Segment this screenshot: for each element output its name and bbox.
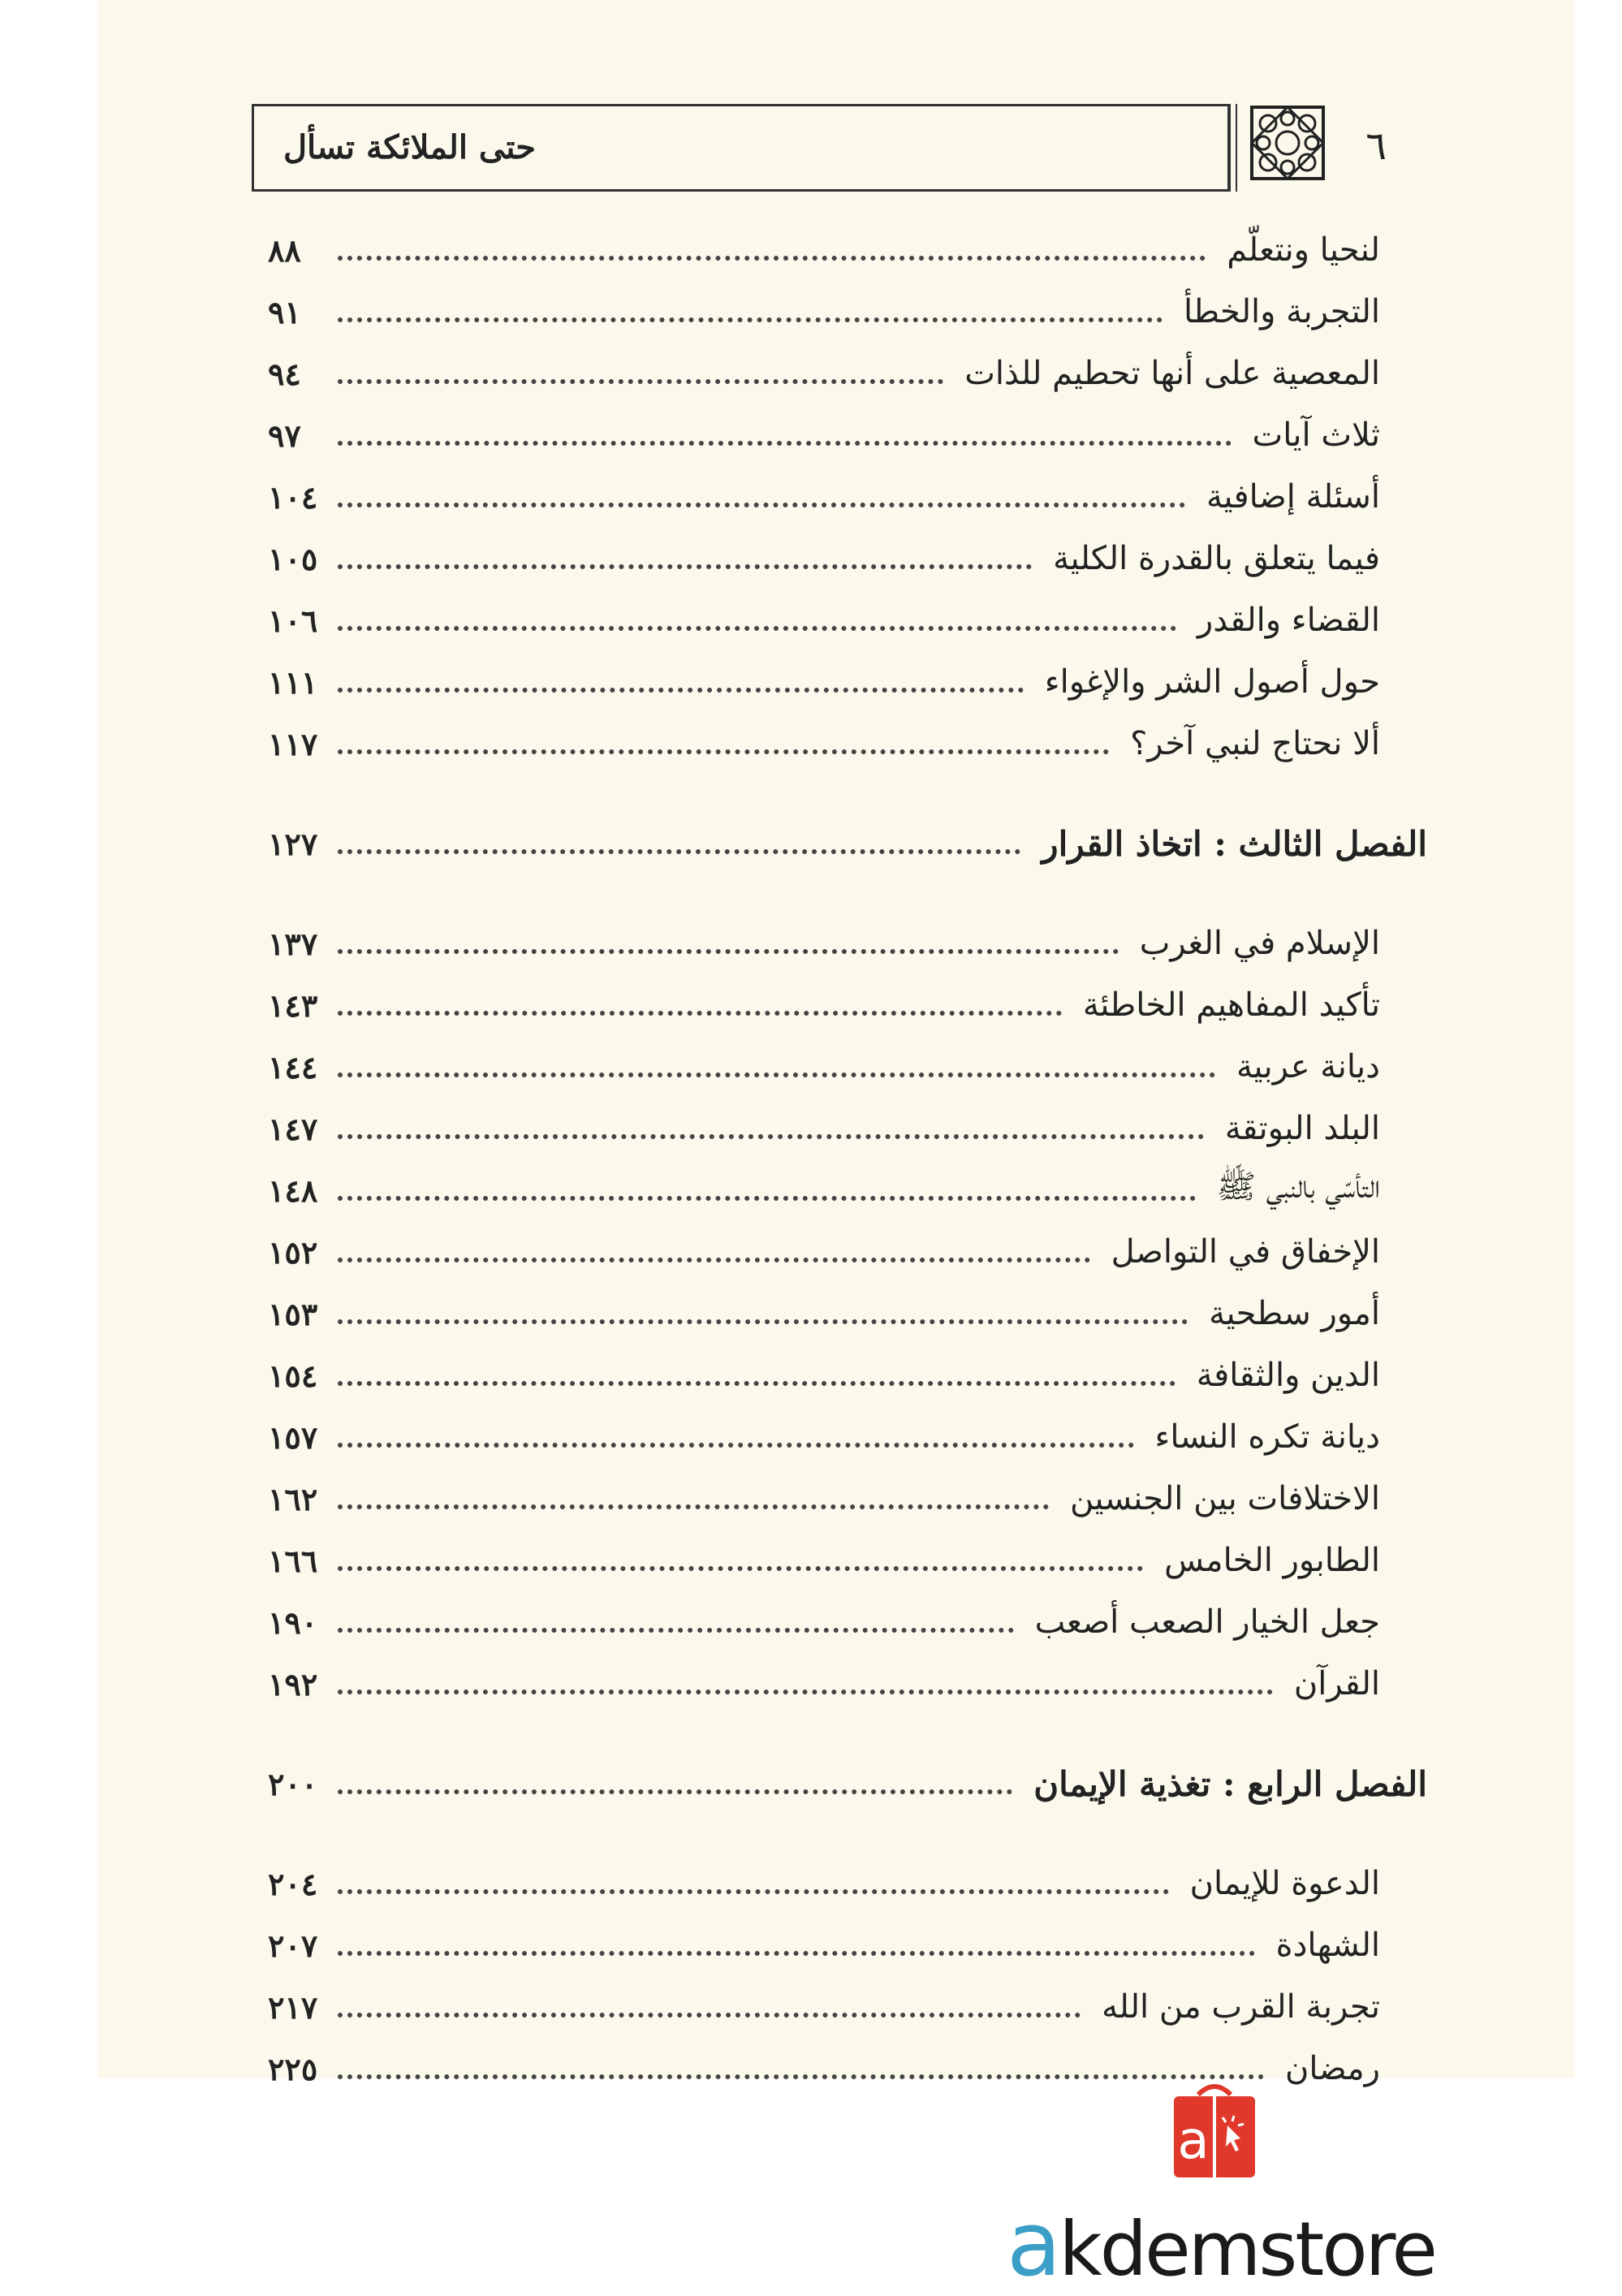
toc-entry-title: لنحيا ونتعلّم (1227, 231, 1380, 269)
toc-entry-title: الدين والثقافة (1196, 1357, 1380, 1394)
toc-row (268, 589, 1380, 651)
toc-entry-page: ١٠٦ (268, 602, 318, 639)
dot-leader (338, 441, 1232, 446)
toc-row (268, 1344, 1380, 1406)
toc-entry-page: ٨٨ (268, 231, 301, 269)
toc-entry-page: ١١٧ (268, 725, 318, 762)
toc-entry-page: ١٦٦ (268, 1542, 318, 1579)
toc-row (268, 1159, 1380, 1221)
toc-entry-title: ثلاث آيات (1252, 416, 1380, 454)
toc-entry-page: ٢٠٧ (268, 1927, 318, 1964)
toc-row (268, 1221, 1380, 1283)
toc-entry-title: الإخفاق في التواصل (1111, 1233, 1380, 1271)
toc-row (268, 404, 1380, 466)
toc-entry-page: ٢٢٥ (268, 2050, 318, 2087)
dot-leader (338, 379, 943, 384)
dot-leader (338, 1951, 1255, 1956)
dot-leader (338, 317, 1163, 322)
toc-entry-page: ١١١ (268, 663, 318, 701)
dot-leader (338, 1443, 1134, 1448)
toc-row (268, 1098, 1380, 1159)
dot-leader (338, 1381, 1176, 1386)
toc-row (268, 1530, 1380, 1591)
toc-entry-title: الاختلافات بين الجنسين (1069, 1480, 1380, 1517)
toc-row (268, 343, 1380, 404)
running-title: حتى الملائكة تسأل (283, 128, 536, 166)
toc-entry-title: الفصل الرابع : تغذية الإيمان (1033, 1763, 1427, 1804)
toc-entry-page: ٢١٧ (268, 1988, 318, 2026)
toc-entry-page: ١٣٧ (268, 925, 318, 962)
toc-entry-page: ١٠٤ (268, 478, 318, 516)
dot-leader (338, 1319, 1188, 1324)
page-number: ٦ (1365, 123, 1387, 169)
toc-entry-page: ١٥٢ (268, 1233, 318, 1271)
dot-leader (338, 2013, 1081, 2018)
toc-entry-page: ١٠٥ (268, 540, 318, 577)
toc-entry-title: ديانة تكره النساء (1154, 1418, 1380, 1456)
toc-entry-title: القرآن (1293, 1665, 1380, 1703)
dot-leader (338, 849, 1020, 854)
toc-entry-title: أسئلة إضافية (1206, 478, 1380, 516)
toc-entry-page: ١٤٧ (268, 1110, 318, 1147)
toc-entry-title: تأكيد المفاهيم الخاطئة (1082, 986, 1380, 1024)
toc-row (268, 651, 1380, 713)
dot-leader (338, 1889, 1169, 1894)
dot-leader (338, 1690, 1273, 1694)
toc-entry-page: ١٤٨ (268, 1172, 318, 1209)
toc-entry-title: الطابور الخامس (1164, 1542, 1380, 1579)
toc-row (268, 1406, 1380, 1468)
toc-entry-title: حول أصول الشر والإغواء (1044, 663, 1380, 701)
dot-leader (338, 2074, 1264, 2079)
toc-entry-title: ديانة عربية (1236, 1048, 1380, 1085)
toc-row (268, 1853, 1380, 1914)
toc-row (268, 1591, 1380, 1653)
toc-entry-page: ١٢٧ (268, 825, 318, 862)
dot-leader (338, 1789, 1012, 1794)
toc-entry-title: التجربة والخطأ (1184, 293, 1380, 330)
toc-entry-title: جعل الخيار الصعب أصعب (1034, 1603, 1380, 1641)
toc-row (268, 528, 1380, 589)
toc-entry-title: البلد البوتقة (1224, 1110, 1380, 1147)
ornament-icon (1249, 104, 1327, 182)
toc-entry-title: فيما يتعلق بالقدرة الكلية (1053, 540, 1380, 577)
toc-entry-page: ١٥٣ (268, 1295, 318, 1332)
toc-entry-page: ٢٠٤ (268, 1865, 318, 1902)
toc-entry-page: ١٥٤ (268, 1357, 318, 1394)
toc-entry-title: المعصية على أنها تحطيم للذات (964, 355, 1380, 392)
dot-leader (338, 688, 1024, 693)
table-of-contents (268, 219, 1427, 2100)
page-header (0, 0, 1622, 195)
toc-row (268, 466, 1380, 528)
logo-icon-letter: a (1177, 2111, 1210, 2171)
toc-row (268, 281, 1380, 343)
bookstore-logo-icon (1166, 2078, 1263, 2184)
toc-entry-page: ١٩٠ (268, 1603, 318, 1641)
toc-entry-title: تجربة القرب من الله (1102, 1988, 1380, 2026)
toc-entry-page: ٢٠٠ (268, 1765, 318, 1802)
toc-entry-title: الفصل الثالث : اتخاذ القرار (1042, 823, 1427, 864)
dot-leader (338, 1504, 1049, 1509)
logo-text-rest: kdemstore (1059, 2206, 1436, 2293)
toc-entry-title: الدعوة للإيمان (1189, 1865, 1380, 1902)
dot-leader (338, 1258, 1090, 1262)
toc-row (268, 219, 1380, 281)
toc-row (268, 1036, 1380, 1098)
toc-row (268, 1468, 1380, 1530)
toc-entry-title: القضاء والقدر (1197, 602, 1380, 639)
toc-entry-title: الإسلام في الغرب (1139, 925, 1380, 962)
toc-entry-page: ٩١ (268, 293, 301, 330)
toc-chapter-row (268, 1736, 1427, 1832)
toc-row (268, 913, 1380, 974)
toc-entry-title: الشهادة (1275, 1927, 1380, 1964)
toc-row (268, 713, 1380, 775)
dot-leader (338, 1011, 1062, 1016)
toc-entry-page: ١٥٧ (268, 1418, 318, 1456)
toc-entry-title: ألا نحتاج لنبي آخر؟ (1130, 725, 1380, 762)
dot-leader (338, 626, 1176, 631)
dot-leader (338, 503, 1185, 507)
toc-row (268, 1976, 1380, 2038)
toc-entry-title: رمضان (1285, 2050, 1380, 2087)
dot-leader (338, 749, 1109, 754)
header-divider (1236, 104, 1237, 192)
logo-text-accent: a (1007, 2192, 1059, 2296)
dot-leader (338, 1134, 1204, 1139)
dot-leader (338, 256, 1206, 261)
toc-entry-page: ٩٤ (268, 355, 301, 392)
dot-leader (338, 1072, 1215, 1077)
dot-leader (338, 1566, 1143, 1571)
toc-row (268, 974, 1380, 1036)
toc-row (268, 1653, 1380, 1715)
toc-entry-page: ٩٧ (268, 416, 301, 454)
header-divider (1227, 104, 1231, 192)
toc-entry-page: ١٤٣ (268, 986, 318, 1024)
toc-entry-title: أمور سطحية (1209, 1295, 1380, 1332)
dot-leader (338, 1196, 1196, 1201)
dot-leader (338, 1628, 1014, 1633)
toc-row (268, 1914, 1380, 1976)
bookstore-logo-text (1007, 2192, 1436, 2296)
toc-entry-page: ١٩٢ (268, 1665, 318, 1703)
toc-entry-title: التأسّي بالنبي ﷺ (1216, 1168, 1380, 1206)
toc-entry-page: ١٤٤ (268, 1048, 318, 1085)
dot-leader (338, 949, 1119, 954)
dot-leader (338, 564, 1032, 569)
toc-chapter-row (268, 796, 1427, 891)
toc-row (268, 1283, 1380, 1344)
toc-entry-page: ١٦٢ (268, 1480, 318, 1517)
